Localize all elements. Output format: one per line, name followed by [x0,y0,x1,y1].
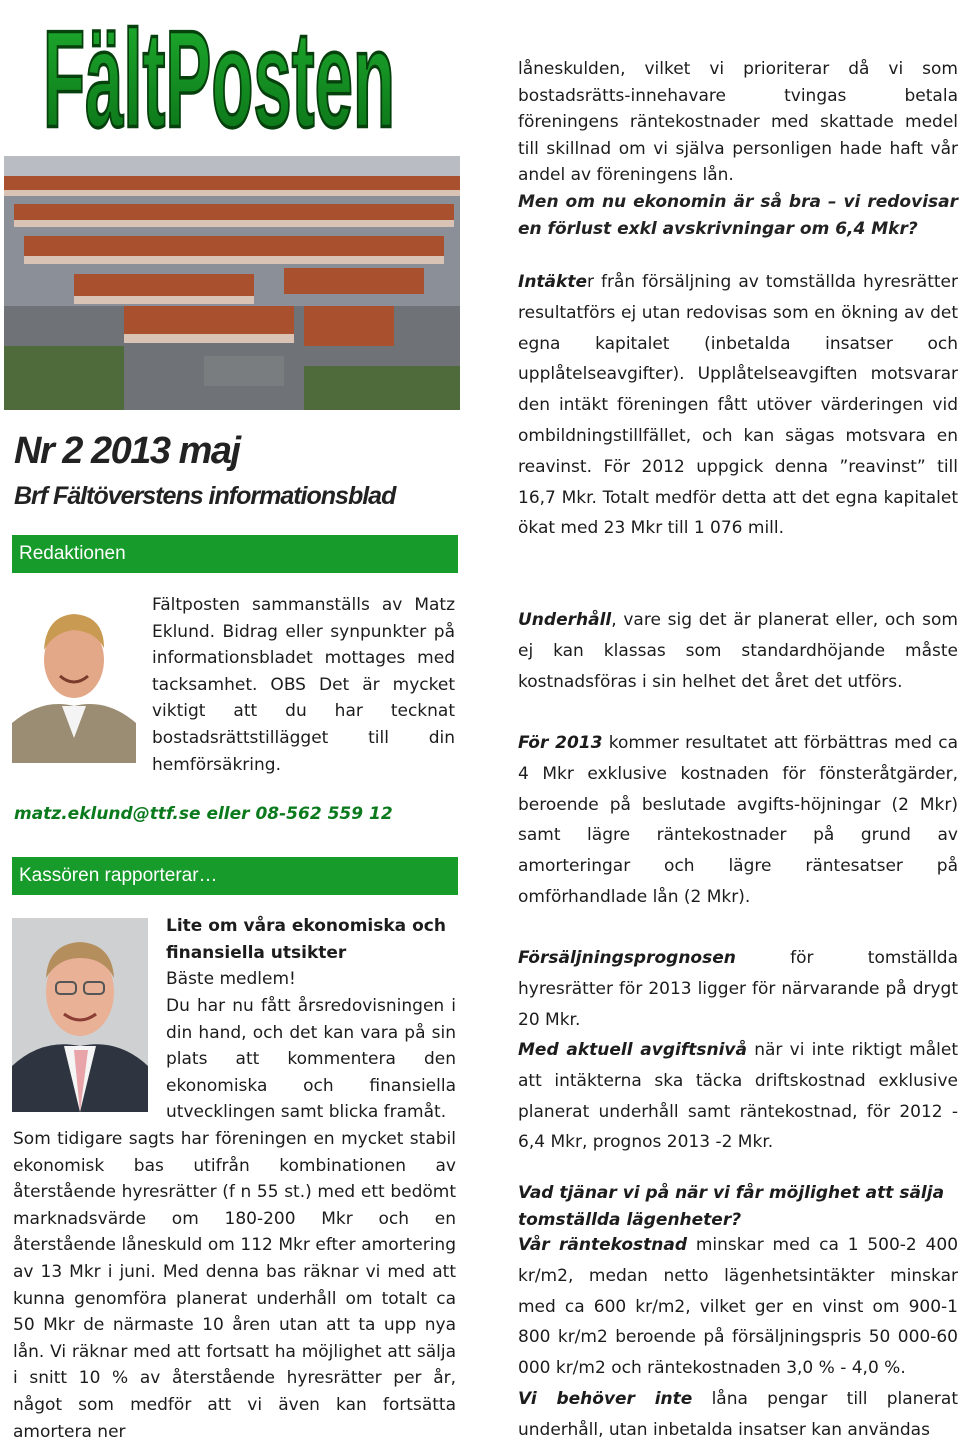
treasurer-portrait [12,918,148,1112]
right-p4 [518,728,958,913]
kassoren-intro: Du har nu fått årsredovisningen i din hand, och det kan vara på sin plats att kommentera den ekonomiska och finansiella utvecklingen samt blicka framåt. [166,996,456,1123]
kassoren-lead: Lite om våra ekonomiska och finansiella utsikter [166,916,446,963]
p7-text: minskar med ca 1 500-2 400 kr/m2, medan netto lägenhetsintäkter minskar med ca 600 kr/m2, vilket ger en vinst om 900-1 800 kr/m2 beroende på försäljningspris 50 000-60 000 kr/m2 och räntekostnaden 3,0 % - 4,0 %. [518,1235,959,1379]
right-p6 [518,1035,958,1158]
redaktionen-text: Fältposten sammanställs av Matz Eklund. Bidrag eller synpunkter på informationsbladet mottages med tacksamhet. OBS Det är mycket viktigt att du har tecknat bostadsrättstillägget till din hemförsäkring. [152,595,455,775]
masthead-title: FältPosten [42,2,395,150]
p3-lead: Underhåll [518,610,612,630]
right-p8 [518,1384,958,1446]
aerial-photo [4,156,460,410]
kassoren-body: Som tidigare sagts har föreningen en mycket stabil ekonomisk bas utifrån kombinationen av återstående hyresrätter (f n 55 st.) med ett bedömt marknadsvärde om 180-200 Mkr och en återstående låneskuld om 112 Mkr efter amortering av 13 Mkr i juni. Med denna bas räknar vi med att kunna genomföra planerat underhåll om totalt ca 50 Mkr de närmaste 10 åren utan att ta upp nya lån. Vi räknar med att fortsatt ha möjlighet att sälja i snitt 10 % av återstående hyresrätter per år, något som medför att vi även kan fortsätta amortera ner [13,1129,456,1442]
p4-text: kommer resultatet att förbättras med ca 4 Mkr exklusive kostnaden för fönsteråtgärder, beroende på beslutade avgifts-höjningar (2 Mkr) samt lägre räntekostnader på grund av amorteringar och lägre räntesatser på omförhandlade lån (2 Mkr). [518,733,959,907]
contact-line [14,804,393,824]
p5-text: för tomställda hyresrätter för 2013 ligger för närvarande på drygt 20 Mkr. [518,948,958,1030]
right-p3 [518,605,958,697]
p8-lead: Vi behöver inte [518,1389,693,1409]
issue-number: Nr 2 2013 maj [14,430,240,472]
p8-text: låna pengar till planerat underhåll, utan inbetalda insatser kan användas [518,1389,958,1440]
redaktionen-heading: Redaktionen [12,535,458,573]
p6-text: när vi inte riktigt målet att intäkterna ska täcka driftskostnad exklusive planerat underhåll samt räntekostnad, för 2012 - 6,4 Mkr, prognos 2013 -2 Mkr. [518,1040,958,1153]
p2-text: r från försäljning av tomställda hyresrätter resultatförs ej utan redovisas som en ökning av det egna kapitalet (inbetalda insatser och upplåtelseavgifter). Upplåtelseavgiften motsvarar den intäkt föreningen fått utöver värderingen vid ombildningstillfället, och kan sägas motsvara en reavinst. För 2012 uppgick denna ”reavinst” till 16,7 Mkr. Totalt medför detta att det egna kapitalet ökat med 23 Mkr till 1 076 mill. [518,272,958,539]
p7-lead: Vår räntekostnad [518,1235,688,1255]
p6-lead: Med aktuell avgiftsnivå [518,1040,747,1060]
newsletter-subtitle: Brf Fältöverstens informationsblad [14,482,396,510]
editor-portrait [12,598,136,763]
right-p5 [518,943,958,1035]
masthead-logo [38,0,400,150]
right-p1-emphasis: Men om nu ekonomin är så bra – vi redovisar en förlust exkl avskrivningar om 6,4 Mkr? [518,192,958,239]
email-link[interactable]: matz.eklund@ttf.se [14,804,201,824]
kassoren-heading: Kassören rapporterar… [12,857,458,895]
right-p2 [518,267,958,544]
right-p1: låneskulden, vilket vi prioriterar då vi som bostadsrätts-innehavare tvingas betala föreningens räntekostnader med skattade medel till skillnad om vi själva personligen hade haft vår andel av föreningens lån. [518,59,958,186]
p2-lead: Intäkte [518,272,587,292]
p4-lead: För 2013 [518,733,603,753]
kassoren-greeting: Bäste medlem! [166,969,296,989]
right-p7 [518,1230,958,1384]
p3-text: , vare sig det är planerat eller, och som ej kan klassas som standardhöjande måste kostnadsföras i sin helhet det året det utförs. [518,610,958,692]
p5-lead: Försäljningsprognosen [518,948,736,968]
phone-text: eller 08-562 559 12 [200,804,393,824]
question-heading: Vad tjänar vi på när vi får möjlighet att sälja tomställda lägenheter? [518,1183,945,1230]
